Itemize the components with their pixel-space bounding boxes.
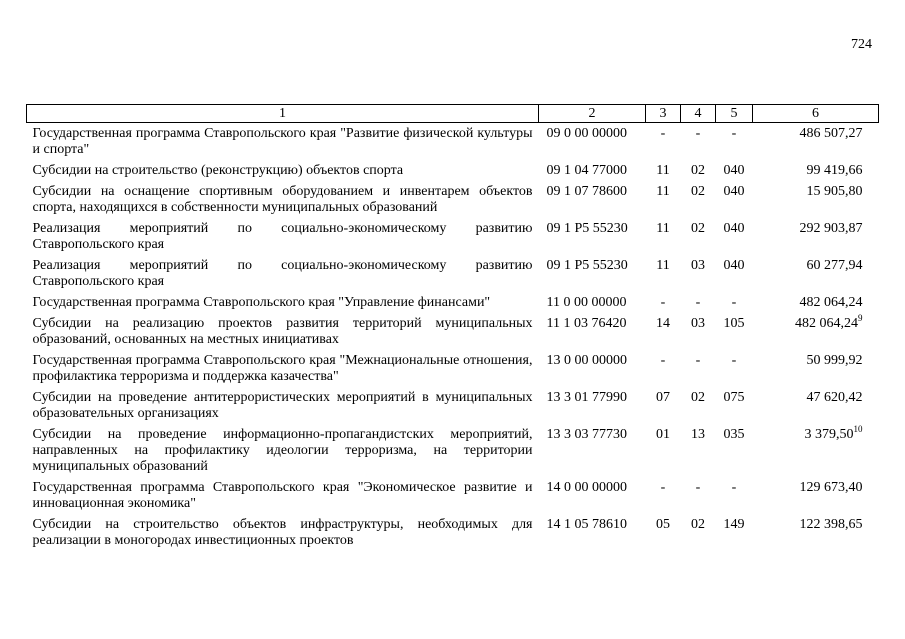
row-expense-type: 040 (723, 221, 745, 236)
table-row (27, 292, 879, 313)
row-section: - (660, 353, 666, 368)
row-amount: 15 905,80 (806, 184, 863, 199)
row-expense-type: - (731, 126, 737, 141)
row-code: 09 1 07 78600 (546, 184, 627, 199)
table-row (27, 218, 879, 255)
row-section: 01 (656, 427, 670, 442)
row-code: 09 1 P5 55230 (546, 258, 628, 273)
row-amount-cell (753, 350, 879, 387)
row-amount-cell (753, 477, 879, 514)
row-section: 11 (656, 221, 670, 236)
table-row (27, 181, 879, 218)
row-subsection: - (695, 353, 701, 368)
row-amount: 482 064,24 (795, 316, 858, 331)
page-number: 724 (851, 37, 872, 52)
row-name: Субсидии на реализацию проектов развития территорий муниципальных образований, основанных на местных инициативах (32, 316, 533, 347)
row-section: 07 (656, 390, 670, 405)
row-section: 14 (656, 316, 670, 331)
row-amount: 60 277,94 (806, 258, 863, 273)
row-name: Государственная программа Ставропольского края "Экономическое развитие и инновационная экономика" (32, 480, 533, 511)
column-header: 3 (646, 105, 681, 123)
row-subsection: - (695, 480, 701, 495)
row-code: 09 0 00 00000 (546, 126, 627, 141)
row-amount-cell (753, 514, 879, 551)
row-subsection: 03 (691, 258, 705, 273)
row-name: Субсидии на строительство (реконструкцию) объектов спорта (32, 163, 404, 178)
row-expense-type: - (731, 480, 737, 495)
row-code: 14 1 05 78610 (546, 517, 627, 532)
row-section: 11 (656, 184, 670, 199)
row-amount-cell (753, 424, 879, 477)
row-amount-cell (753, 123, 879, 161)
row-amount: 292 903,87 (799, 221, 863, 236)
row-subsection: 02 (691, 390, 705, 405)
row-name: Государственная программа Ставропольского края "Развитие физической культуры и спорта" (32, 126, 533, 157)
table-row (27, 387, 879, 424)
row-code: 14 0 00 00000 (546, 480, 627, 495)
row-name: Государственная программа Ставропольского края "Управление финансами" (32, 295, 491, 310)
row-name: Субсидии на строительство объектов инфраструктуры, необходимых для реализации в моногородах инвестиционных проектов (32, 517, 533, 548)
row-subsection: 13 (691, 427, 705, 442)
row-code: 13 3 01 77990 (546, 390, 627, 405)
row-code: 11 1 03 76420 (546, 316, 627, 331)
column-header: 2 (539, 105, 646, 123)
row-section: - (660, 480, 666, 495)
footnote-mark: 9 (858, 313, 863, 323)
row-subsection: 03 (691, 316, 705, 331)
row-expense-type: 040 (723, 184, 745, 199)
row-code: 09 1 04 77000 (546, 163, 627, 178)
row-expense-type: 040 (723, 163, 745, 178)
row-amount: 50 999,92 (806, 353, 863, 368)
table-row (27, 255, 879, 292)
column-header: 1 (27, 105, 539, 123)
row-section: 05 (656, 517, 670, 532)
row-amount: 482 064,24 (799, 295, 863, 310)
table-row (27, 424, 879, 477)
table-row (27, 350, 879, 387)
row-section: 11 (656, 163, 670, 178)
row-expense-type: 035 (723, 427, 745, 442)
table-row (27, 123, 879, 161)
column-header: 6 (753, 105, 879, 123)
row-amount-cell (753, 255, 879, 292)
row-code: 09 1 P5 55230 (546, 221, 628, 236)
row-amount-cell (753, 292, 879, 313)
row-name: Государственная программа Ставропольского края "Межнациональные отношения, профилактика терроризма и поддержка казачества" (32, 353, 533, 384)
table-row (27, 313, 879, 350)
budget-table (26, 104, 879, 551)
row-name: Реализация мероприятий по социально-экономическому развитию Ставропольского края (32, 221, 533, 252)
row-section: 11 (656, 258, 670, 273)
row-subsection: 02 (691, 163, 705, 178)
row-section: - (660, 295, 666, 310)
table-header-row (27, 105, 879, 123)
row-subsection: - (695, 295, 701, 310)
row-name: Реализация мероприятий по социально-экономическому развитию Ставропольского края (32, 258, 533, 289)
row-expense-type: 149 (723, 517, 745, 532)
row-amount: 122 398,65 (799, 517, 863, 532)
row-name: Субсидии на проведение антитеррористических мероприятий в муниципальных образовательных организациях (32, 390, 533, 421)
row-amount: 486 507,27 (799, 126, 863, 141)
row-amount-cell (753, 160, 879, 181)
column-header: 4 (681, 105, 716, 123)
table-row (27, 160, 879, 181)
row-expense-type: - (731, 295, 737, 310)
row-amount: 47 620,42 (806, 390, 863, 405)
row-amount: 3 379,50 (804, 427, 854, 442)
footnote-mark: 10 (853, 424, 863, 434)
row-code: 13 0 00 00000 (546, 353, 627, 368)
row-name: Субсидии на проведение информационно-пропагандистских мероприятий, направленных на профилактику идеологии терроризма, на территории муниципальных образований (32, 427, 533, 474)
row-code: 13 3 03 77730 (546, 427, 627, 442)
column-header: 5 (716, 105, 753, 123)
row-subsection: - (695, 126, 701, 141)
row-amount-cell (753, 387, 879, 424)
row-expense-type: 075 (723, 390, 745, 405)
row-amount-cell (753, 181, 879, 218)
row-amount: 129 673,40 (799, 480, 863, 495)
row-expense-type: 105 (723, 316, 745, 331)
row-code: 11 0 00 00000 (546, 295, 627, 310)
row-expense-type: - (731, 353, 737, 368)
row-expense-type: 040 (723, 258, 745, 273)
row-subsection: 02 (691, 221, 705, 236)
row-name: Субсидии на оснащение спортивным оборудованием и инвентарем объектов спорта, находящихся в собственности муниципальных образований (32, 184, 533, 215)
table-row (27, 514, 879, 551)
row-amount-cell (753, 218, 879, 255)
row-amount-cell (753, 313, 879, 350)
row-section: - (660, 126, 666, 141)
row-amount: 99 419,66 (806, 163, 863, 178)
row-subsection: 02 (691, 184, 705, 199)
table-row (27, 477, 879, 514)
row-subsection: 02 (691, 517, 705, 532)
